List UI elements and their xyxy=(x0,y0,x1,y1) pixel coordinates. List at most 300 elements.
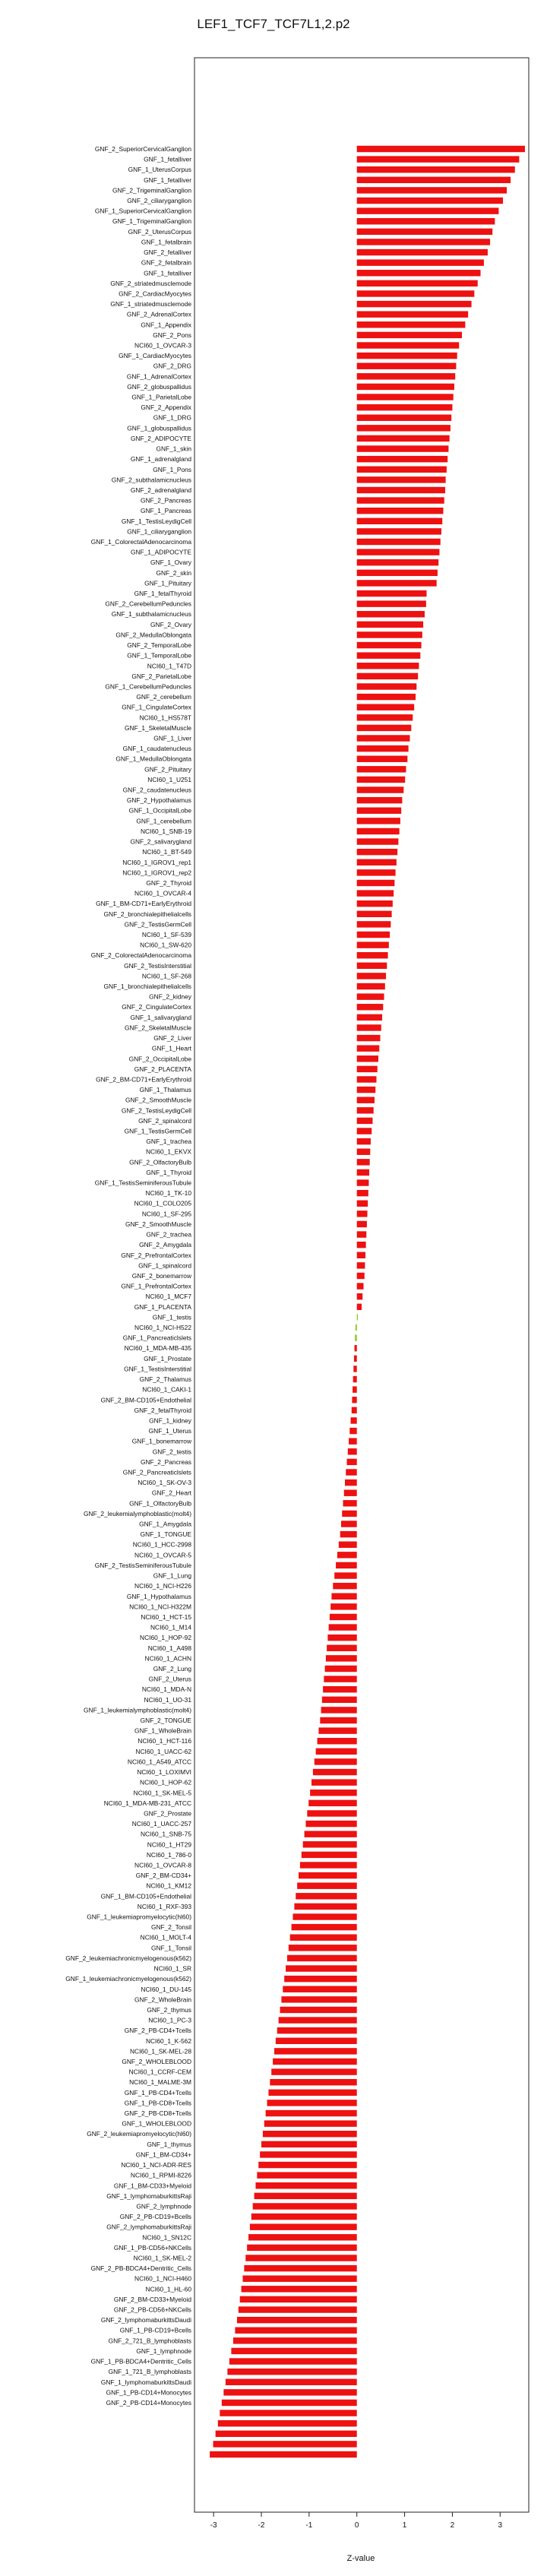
bar xyxy=(349,1438,357,1444)
bar-label: GNF_2_721_B_lymphoblasts xyxy=(108,2337,191,2345)
bar xyxy=(357,973,386,979)
bar-label: GNF_1_adrenalgland xyxy=(130,455,191,464)
bar xyxy=(357,755,408,761)
bar-label: GNF_2_Pancreas xyxy=(140,1457,191,1466)
bar-label: GNF_2_TestisGermCell xyxy=(124,920,191,929)
bar-label: GNF_2_leukemialymphoblastic(molt4) xyxy=(84,1509,191,1517)
bar-label: GNF_2_lymphnode xyxy=(136,2202,191,2210)
bar-label: GNF_1_Pancreaticlslets xyxy=(122,1334,191,1342)
bar xyxy=(357,362,457,369)
bar-label: GNF_2_SmoothMuscle xyxy=(125,1096,191,1104)
bar xyxy=(210,2451,357,2457)
bar-label: GNF_1_ParietalLobe xyxy=(131,393,191,401)
bar-label: NCI60_1_BT-549 xyxy=(142,848,191,856)
bar-label: GNF_2_Thyroid xyxy=(146,878,191,887)
bar-label: NCI60_1_SF-295 xyxy=(141,1210,191,1218)
bar xyxy=(357,156,520,162)
bar-label: GNF_2_fetalbrain xyxy=(141,258,191,267)
bar-label: GNF_2_PB-CD19+Bcells xyxy=(119,2213,191,2221)
bar-label: GNF_1_ciliaryganglion xyxy=(127,527,191,536)
bar-label: GNF_1_TestisLeydigCell xyxy=(121,517,191,525)
bar-label: NCI60_1_HT29 xyxy=(147,1840,191,1849)
bar xyxy=(357,900,393,907)
bar-label: GNF_1_thymus xyxy=(147,2140,191,2148)
bar xyxy=(357,622,423,628)
x-axis-label: Z-value xyxy=(346,2554,375,2563)
bar-label: GNF_2_PLACENTA xyxy=(134,1065,191,1073)
bar-label: GNF_2_SuperiorCervicalGanglion xyxy=(94,145,191,153)
bar xyxy=(357,177,511,183)
bar xyxy=(357,1128,372,1134)
bar xyxy=(270,2079,356,2085)
bar xyxy=(357,963,387,969)
bar xyxy=(357,342,460,348)
bar xyxy=(337,1552,357,1558)
x-tick-label: 2 xyxy=(450,2521,455,2530)
bar-label: GNF_2_CingulateCortex xyxy=(122,1003,191,1011)
bar-label: GNF_2_TestisLeydigCell xyxy=(121,1106,191,1115)
bar-label: GNF_2_adrenalgland xyxy=(130,486,191,494)
bar-label: GNF_2_PrefrontalCortex xyxy=(121,1251,191,1259)
bar xyxy=(357,404,453,410)
bar xyxy=(248,2234,357,2240)
bar xyxy=(327,1645,357,1651)
bar-label: GNF_1_Pancreas xyxy=(140,507,191,515)
bar xyxy=(227,2369,356,2375)
bar xyxy=(279,2017,357,2023)
bar xyxy=(357,549,440,555)
bar xyxy=(357,487,445,493)
bar-label: GNF_2_fetalThyroid xyxy=(134,1406,191,1414)
bar xyxy=(357,611,425,617)
bar-label: NCI60_1_NCI-H322M xyxy=(129,1603,191,1611)
bar-label: GNF_2_AdrenalCortex xyxy=(126,310,191,318)
bar-label: GNF_2_Hypothalamus xyxy=(126,796,191,805)
bar-label: GNF_1_Pituitary xyxy=(144,579,191,587)
bar-label: NCI60_1_IGROV1_rep1 xyxy=(122,858,191,866)
bar xyxy=(357,911,392,917)
bar-label: GNF_2_SkeletalMuscle xyxy=(125,1024,191,1032)
bar xyxy=(320,1717,356,1723)
bar-label: GNF_1_Thyroid xyxy=(146,1168,191,1176)
bar xyxy=(283,1986,356,1992)
bar-label: GNF_1_fetalliver xyxy=(144,176,191,184)
bar xyxy=(357,1138,371,1144)
bar-label: NCI60_1_T47D xyxy=(147,662,191,670)
bar xyxy=(289,1945,357,1951)
bar-label: NCI60_1_MOLT-4 xyxy=(140,1933,191,1941)
bar-label: NCI60_1_SR xyxy=(153,1964,191,1973)
bar-label: GNF_2_ColorectalAdenocarcinoma xyxy=(90,951,191,960)
bar-label: GNF_1_Tonsil xyxy=(150,1944,191,1952)
bar xyxy=(329,1624,357,1630)
bar xyxy=(357,580,437,586)
bar-label: GNF_1_CingulateCortex xyxy=(122,703,191,711)
bar-label: GNF_1_BM-CD71+EarlyErythroid xyxy=(96,900,191,908)
bar xyxy=(357,1190,368,1196)
bar-label: GNF_1_lymphnode xyxy=(136,2347,191,2355)
bar-label: NCI60_1_786-0 xyxy=(146,1850,191,1859)
bar xyxy=(345,1479,357,1486)
bar-label: GNF_1_testis xyxy=(152,1313,191,1321)
bar-label: GNF_2_Lung xyxy=(153,1664,191,1673)
bar-label: GNF_1_Thalamus xyxy=(139,1086,191,1094)
bar-label: GNF_1_WholeBrain xyxy=(134,1726,191,1735)
bar xyxy=(357,1024,381,1030)
bar-label: GNF_1_leukemialymphoblastic(molt4) xyxy=(84,1706,191,1714)
bar xyxy=(216,2431,357,2437)
bar xyxy=(357,694,416,700)
bar xyxy=(267,2100,357,2106)
bar-label: GNF_1_Uterus xyxy=(148,1427,191,1435)
bar xyxy=(357,1118,373,1124)
bar-label: GNF_1_SkeletalMuscle xyxy=(125,723,191,732)
bar-label: NCI60_1_SK-MEL-28 xyxy=(130,2047,191,2055)
bar-label: NCI60_1_DU-145 xyxy=(141,1985,191,1993)
bar xyxy=(357,456,447,462)
bar xyxy=(235,2328,356,2334)
bar xyxy=(357,838,399,844)
bar-label: GNF_2_testis xyxy=(152,1448,191,1456)
bar xyxy=(251,2214,357,2220)
bar-label: GNF_1_TrigeminalGanglion xyxy=(112,217,191,226)
bar xyxy=(357,1210,368,1217)
bar-label: GNF_1_BM-CD34+ xyxy=(135,2150,191,2159)
bar xyxy=(344,1489,357,1495)
bar-label: GNF_2_TrigeminalGanglion xyxy=(112,186,191,195)
bar xyxy=(255,2182,356,2188)
bar-label: NCI60_1_A498 xyxy=(147,1644,191,1652)
bar-label: NCI60_1_RPMI-8226 xyxy=(130,2171,191,2179)
bar-label: GNF_1_TestisInterstitial xyxy=(124,1365,191,1373)
bar-label: GNF_1_Ovary xyxy=(150,559,191,567)
bar-label: GNF_1_lymphomaburkittsRaji xyxy=(106,2191,191,2200)
bar xyxy=(354,1356,357,1362)
bar-label: GNF_2_trachea xyxy=(146,1230,191,1239)
bar xyxy=(357,663,419,669)
bar-label: GNF_2_cerebellum xyxy=(136,693,191,701)
bar xyxy=(342,1511,356,1517)
bar-label: NCI60_1_HCT-116 xyxy=(138,1737,191,1745)
bar xyxy=(357,1107,374,1113)
bar-label: GNF_1_PB-CD8+Tcells xyxy=(124,2099,191,2107)
bar xyxy=(353,1376,357,1382)
bar-label: NCI60_1_K-562 xyxy=(145,2036,191,2045)
bar-label: GNF_2_bonemarrow xyxy=(131,1271,191,1280)
bar-label: GNF_1_Heart xyxy=(151,1044,191,1052)
x-tick-label: 3 xyxy=(498,2521,503,2530)
bar xyxy=(357,1055,378,1062)
bar xyxy=(357,714,413,720)
bar-label: GNF_1_TemporalLobe xyxy=(127,651,191,660)
bar xyxy=(357,683,417,689)
x-axis xyxy=(210,2512,503,2530)
bar xyxy=(357,467,447,473)
bar-label: GNF_2_TestisInterstitial xyxy=(124,961,191,970)
bar-label: NCI60_1_HCC-2998 xyxy=(132,1540,191,1549)
bar-label: GNF_2_PB-BDCA4+Dentritic_Cells xyxy=(90,2264,191,2273)
bar-label: NCI60_1_NCI-H460 xyxy=(134,2274,191,2283)
bar xyxy=(316,1748,357,1755)
bar xyxy=(333,1583,356,1589)
bar-label: NCI60_1_NCI-H226 xyxy=(134,1582,191,1590)
bar xyxy=(310,1790,357,1796)
bar-label: GNF_2_subthalamicnucleus xyxy=(111,476,191,484)
bar xyxy=(357,1169,369,1176)
bar-label: GNF_2_Liver xyxy=(153,1034,191,1043)
bar-label: GNF_2_TONGUE xyxy=(140,1717,191,1725)
bar xyxy=(356,1324,357,1331)
bar xyxy=(318,1738,357,1744)
x-tick-label: -2 xyxy=(258,2521,265,2530)
x-tick-label: -3 xyxy=(210,2521,217,2530)
bar-label: GNF_1_UterusCorpus xyxy=(128,166,191,174)
bar-label: GNF_1_spinalcord xyxy=(138,1261,191,1270)
bar-label: NCI60_1_SK-MEL-5 xyxy=(133,1789,191,1797)
bar-label: GNF_1_Appendix xyxy=(141,321,191,329)
bar-label: GNF_2_skin xyxy=(156,568,191,577)
bar xyxy=(357,1304,362,1310)
bar xyxy=(263,2131,357,2137)
bar-label: NCI60_1_IGROV1_rep2 xyxy=(122,869,191,877)
bar-label: GNF_1_subthalamicnucleus xyxy=(111,610,191,619)
bar xyxy=(223,2389,356,2395)
x-tick-label: -1 xyxy=(305,2521,313,2530)
chart-title: LEF1_TCF7_TCF7L1,2.p2 xyxy=(197,17,350,31)
bar-label: GNF_1_OlfactoryBulb xyxy=(129,1499,191,1508)
bar-label: GNF_1_OccipitalLobe xyxy=(128,806,191,815)
bar-label: GNF_2_leukemiachronicmyelogenous(k562) xyxy=(65,1954,191,1962)
bar-label: NCI60_1_LOXIMVI xyxy=(137,1768,191,1777)
bar-label: NCI60_1_OVCAR-5 xyxy=(134,1551,191,1559)
bar xyxy=(357,373,455,379)
bar xyxy=(357,332,462,338)
bar xyxy=(357,1149,371,1155)
bar xyxy=(222,2400,357,2406)
bar xyxy=(347,1459,357,1465)
bar xyxy=(325,1666,357,1672)
bar xyxy=(322,1697,357,1703)
bar xyxy=(352,1397,356,1403)
bar-label: NCI60_1_SN12C xyxy=(142,2233,191,2242)
bar xyxy=(296,1893,356,1899)
bar-label: GNF_2_spinalcord xyxy=(138,1116,191,1125)
bar-label: NCI60_1_M14 xyxy=(150,1623,191,1631)
bar-label: GNF_1_bronchialepithelialcells xyxy=(103,983,191,991)
bar xyxy=(351,1417,357,1423)
bar-label: NCI60_1_HCT-15 xyxy=(141,1612,191,1621)
bar xyxy=(305,1831,357,1837)
bar-label: NCI60_1_SNB-75 xyxy=(140,1830,191,1838)
bar xyxy=(315,1758,357,1764)
bar xyxy=(349,1428,356,1434)
bar-label: GNF_1_PrefrontalCortex xyxy=(121,1282,191,1290)
bar xyxy=(357,1014,382,1021)
bar xyxy=(357,600,426,606)
bar-label: GNF_1_Pons xyxy=(153,465,191,473)
bar-label: GNF_1_DRG xyxy=(153,413,191,422)
x-tick-label: 0 xyxy=(354,2521,359,2530)
bar-label: GNF_2_Pituitary xyxy=(144,765,191,774)
bar xyxy=(357,652,421,658)
bar-label: GNF_1_cerebellum xyxy=(136,817,191,825)
bar-label: GNF_1_MedullaOblongata xyxy=(115,755,191,763)
bar xyxy=(357,290,475,296)
bar xyxy=(357,497,444,503)
bar-label: GNF_2_ADIPOCYTE xyxy=(130,434,191,442)
bar xyxy=(281,1996,356,2002)
bar-label: GNF_1_PB-BDCA4+Dentritic_Cells xyxy=(90,2357,191,2366)
bar-label: GNF_2_Ovary xyxy=(150,620,191,628)
bar xyxy=(357,198,503,204)
bar-label: GNF_2_Uterus xyxy=(148,1675,191,1683)
bar-label: NCI60_1_SK-OV-3 xyxy=(138,1479,191,1487)
bar xyxy=(357,1252,365,1258)
bar-label: GNF_1_721_B_lymphoblasts xyxy=(108,2368,191,2376)
bar-label: GNF_1_PB-CD14+Monocytes xyxy=(106,2388,191,2397)
bar-label: NCI60_1_SW-620 xyxy=(140,941,191,949)
bar-label: GNF_2_Pancreaticlslets xyxy=(122,1468,191,1476)
bar xyxy=(357,1035,381,1041)
bar-label: GNF_2_BM-CD34+ xyxy=(135,1872,191,1880)
bar-label: GNF_1_leukemiachronicmyelogenous(k562) xyxy=(65,1975,191,1983)
bar-label: GNF_2_OlfactoryBulb xyxy=(129,1158,191,1166)
bar xyxy=(340,1531,357,1537)
bar xyxy=(357,952,388,958)
bar-label: GNF_2_CardiacMyocytes xyxy=(119,290,191,298)
bar-label: GNF_1_fetalbrain xyxy=(141,238,191,246)
bar xyxy=(226,2379,357,2385)
bar-label: GNF_1_bonemarrow xyxy=(131,1437,191,1445)
bar xyxy=(264,2120,357,2126)
bar xyxy=(357,786,404,793)
bar xyxy=(231,2348,356,2354)
bar xyxy=(239,2306,357,2312)
bar-label: GNF_1_TONGUE xyxy=(140,1530,191,1539)
bar xyxy=(357,849,397,855)
bar-label: NCI60_1_UACC-62 xyxy=(135,1747,191,1755)
bar-label: GNF_1_PB-CD19+Bcells xyxy=(119,2326,191,2334)
bar xyxy=(357,1076,377,1082)
bar-label: GNF_2_Appendix xyxy=(141,403,191,412)
bar-label: GNF_2_PB-CD4+Tcells xyxy=(124,2027,191,2035)
bar xyxy=(302,1852,357,1858)
bar xyxy=(357,280,478,286)
bar xyxy=(247,2245,357,2251)
bar xyxy=(357,259,484,265)
bar xyxy=(357,1231,367,1237)
bar xyxy=(357,301,472,307)
bar-label: GNF_2_TestisSeminiferousTubule xyxy=(94,1561,191,1569)
bar xyxy=(242,2286,357,2292)
bar-label: GNF_1_caudatenucleus xyxy=(122,745,191,753)
bar xyxy=(357,1242,366,1248)
x-tick-label: 1 xyxy=(402,2521,407,2530)
bar xyxy=(339,1542,357,1548)
bar xyxy=(355,1345,357,1351)
bar-label: GNF_1_fetalThyroid xyxy=(134,590,191,598)
bar xyxy=(341,1521,357,1527)
bar xyxy=(229,2358,357,2364)
bar xyxy=(357,818,400,824)
bar xyxy=(357,993,384,999)
bar-label: GNF_2_BM-CD105+Endothelial xyxy=(100,1396,191,1404)
bar-label: GNF_2_MedullaOblongata xyxy=(115,631,191,639)
bar xyxy=(357,353,457,359)
bar-label: NCI60_1_UO-31 xyxy=(144,1695,191,1704)
bar xyxy=(292,1913,356,1919)
bar-label: NCI60_1_KM12 xyxy=(146,1881,191,1890)
bar-label: GNF_2_SmoothMuscle xyxy=(125,1220,191,1228)
bar xyxy=(357,880,395,886)
bar xyxy=(357,673,418,679)
bar-label: GNF_1_PB-CD56+NKCells xyxy=(113,2243,191,2252)
bar-label: NCI60_1_MDA-MB-435 xyxy=(124,1344,191,1353)
bar xyxy=(323,1686,357,1692)
bar-label: GNF_2_BM-CD33+Myeloid xyxy=(113,2295,191,2303)
bar-label: NCI60_1_PC-3 xyxy=(148,2016,191,2024)
bar-label: NCI60_1_RXF-393 xyxy=(137,1902,191,1910)
bar xyxy=(357,166,515,172)
bar-label: GNF_1_salivarygland xyxy=(130,1013,191,1021)
bar-label: NCI60_1_EKVX xyxy=(145,1147,191,1156)
bar xyxy=(357,1159,370,1165)
bar xyxy=(343,1500,356,1506)
bar xyxy=(357,229,493,235)
bar xyxy=(357,797,403,803)
bar-label: GNF_1_TestisGermCell xyxy=(124,1127,191,1135)
bar xyxy=(357,642,422,648)
bar xyxy=(357,1179,369,1185)
bar-label: GNF_1_ADIPOCYTE xyxy=(130,548,191,556)
bar xyxy=(357,808,401,814)
bar xyxy=(245,2255,356,2261)
bar xyxy=(307,1810,356,1816)
bar xyxy=(257,2172,356,2178)
bar-label: GNF_2_Amygdala xyxy=(139,1241,191,1249)
bar xyxy=(336,1562,357,1568)
bar-label: GNF_1_BM-CD105+Endothelial xyxy=(100,1892,191,1900)
bar xyxy=(357,745,409,752)
bar xyxy=(357,1273,365,1279)
bar xyxy=(330,1614,357,1620)
bar xyxy=(318,1727,356,1733)
bar-label: NCI60_1_COLO205 xyxy=(134,1199,191,1207)
bar-label: GNF_2_Prostate xyxy=(144,1809,191,1818)
bar xyxy=(357,270,481,276)
bar-label: GNF_2_Pons xyxy=(153,331,191,339)
bar xyxy=(330,1603,357,1609)
bar xyxy=(357,146,525,152)
bar-label: GNF_1_CerebellumPeduncles xyxy=(105,682,191,691)
bar xyxy=(353,1366,356,1372)
bar xyxy=(244,2265,356,2271)
bar xyxy=(311,1779,357,1785)
bar-label: NCI60_1_OVCAR-3 xyxy=(134,341,191,350)
bar xyxy=(357,1045,380,1051)
bar-label: GNF_1_AdrenalCortex xyxy=(126,372,191,381)
bar xyxy=(303,1841,357,1847)
bar-label: GNF_1_globuspallidus xyxy=(127,424,191,432)
bar xyxy=(273,2059,357,2065)
bar xyxy=(357,1097,375,1103)
bar xyxy=(266,2110,357,2116)
bar xyxy=(334,1572,357,1578)
bar xyxy=(220,2410,356,2416)
bar xyxy=(242,2275,356,2281)
bar-label: GNF_2_UterusCorpus xyxy=(128,227,191,236)
bar-label: GNF_1_trachea xyxy=(146,1138,191,1146)
